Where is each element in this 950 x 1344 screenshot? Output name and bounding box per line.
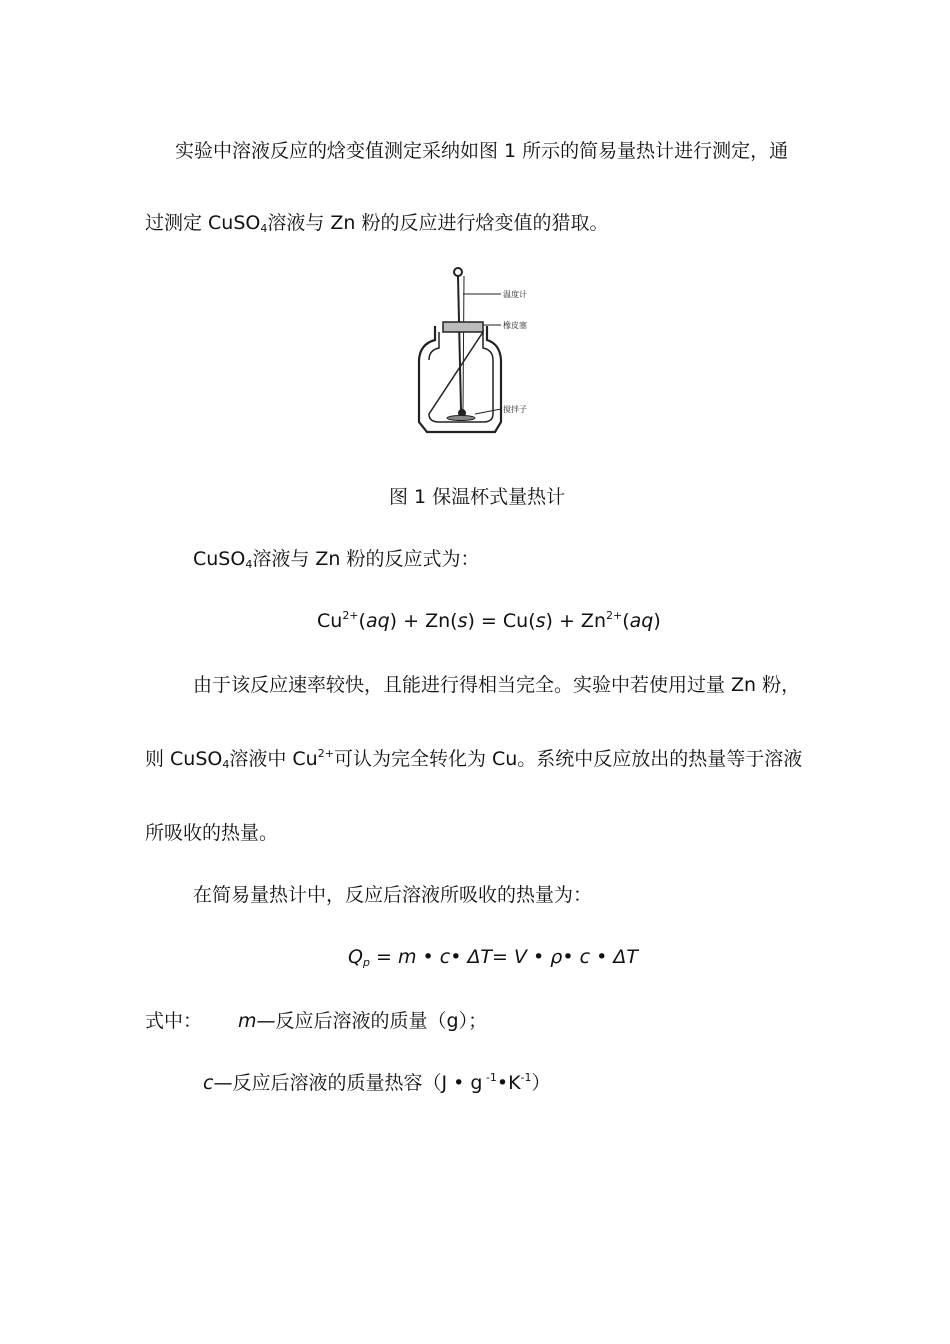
- paragraph-1-line-2: [145, 214, 609, 233]
- subscript: p: [362, 956, 370, 969]
- definition-m: [145, 1012, 487, 1031]
- stir-bar: [447, 416, 475, 421]
- text-run: Cu: [317, 610, 343, 632]
- superscript: 2+: [317, 747, 334, 760]
- thermometer-bulb-top: [454, 268, 462, 276]
- text-run: m: [238, 1010, 257, 1032]
- text-run: c: [203, 1072, 214, 1094]
- paragraph-1-line-1: 实验中溶液反应的焓变值测定采纳如图 1 所示的简易量热计进行测定，通: [175, 140, 789, 162]
- text-run: aq: [629, 610, 654, 632]
- text-run: 溶液中 Cu: [229, 748, 318, 770]
- paragraph-4: 在简易量热计中，反应后溶液所吸收的热量为：: [193, 884, 593, 906]
- text-run: —反应后溶液的质量热容（J • g: [213, 1072, 483, 1094]
- label-stopper: 橡皮塞: [503, 321, 527, 330]
- text-run: CuSO: [193, 548, 246, 570]
- text-run: aq: [365, 610, 390, 632]
- thermometer-stem: [458, 276, 461, 410]
- text-run: (: [358, 610, 366, 632]
- superscript: 2+: [606, 609, 623, 622]
- superscript: -1: [520, 1071, 532, 1084]
- text-run: s: [457, 610, 468, 632]
- superscript: 2+: [342, 609, 359, 622]
- reaction-equation: [317, 609, 661, 632]
- text-run: 溶液与 Zn 粉的反应进行焓变值的猎取。: [267, 212, 609, 234]
- paragraph-3-line-3: 所吸收的热量。: [145, 822, 279, 844]
- calorimeter-figure: [405, 262, 555, 442]
- heat-equation: [348, 948, 638, 967]
- text-run: ) = Cu(: [467, 610, 536, 632]
- label-stirrer: 搅拌子: [503, 405, 527, 414]
- paragraph-3-line-2: [145, 747, 803, 771]
- paragraph-3-line-1: 由于该反应速率较快，且能进行得相当完全。实验中若使用过量 Zn 粉，: [193, 674, 801, 696]
- text-run: 溶液与 Zn 粉的反应式为：: [252, 548, 480, 570]
- text-run: 式中：: [145, 1010, 203, 1032]
- text-run: 可认为完全转化为 Cu。系统中反应放出的热量等于溶液: [333, 748, 803, 770]
- text-run: ）: [531, 1072, 551, 1094]
- rubber-stopper: [443, 322, 483, 332]
- text-run: •K: [496, 1072, 521, 1094]
- text-run: s: [535, 610, 546, 632]
- superscript: -1: [482, 1071, 497, 1084]
- figure-caption: 图 1 保温杯式量热计: [389, 486, 566, 508]
- text-run: = m • c• ΔT= V • ρ• c • ΔT: [369, 946, 638, 968]
- text-run: ) + Zn(: [389, 610, 458, 632]
- text-run: 则 CuSO: [145, 748, 223, 770]
- subscript: 4: [222, 758, 230, 771]
- subscript: 4: [245, 558, 253, 571]
- subscript: 4: [260, 222, 268, 235]
- text-run: (: [622, 610, 630, 632]
- label-thermometer: 温度计: [503, 290, 527, 299]
- text-run: ): [653, 610, 661, 632]
- text-run: ) + Zn: [545, 610, 606, 632]
- text-run: Q: [348, 946, 363, 968]
- text-run: 过测定 CuSO: [145, 212, 261, 234]
- paragraph-2: [193, 550, 479, 569]
- text-run: —反应后溶液的质量（g）；: [256, 1010, 488, 1032]
- definition-c: [203, 1071, 551, 1094]
